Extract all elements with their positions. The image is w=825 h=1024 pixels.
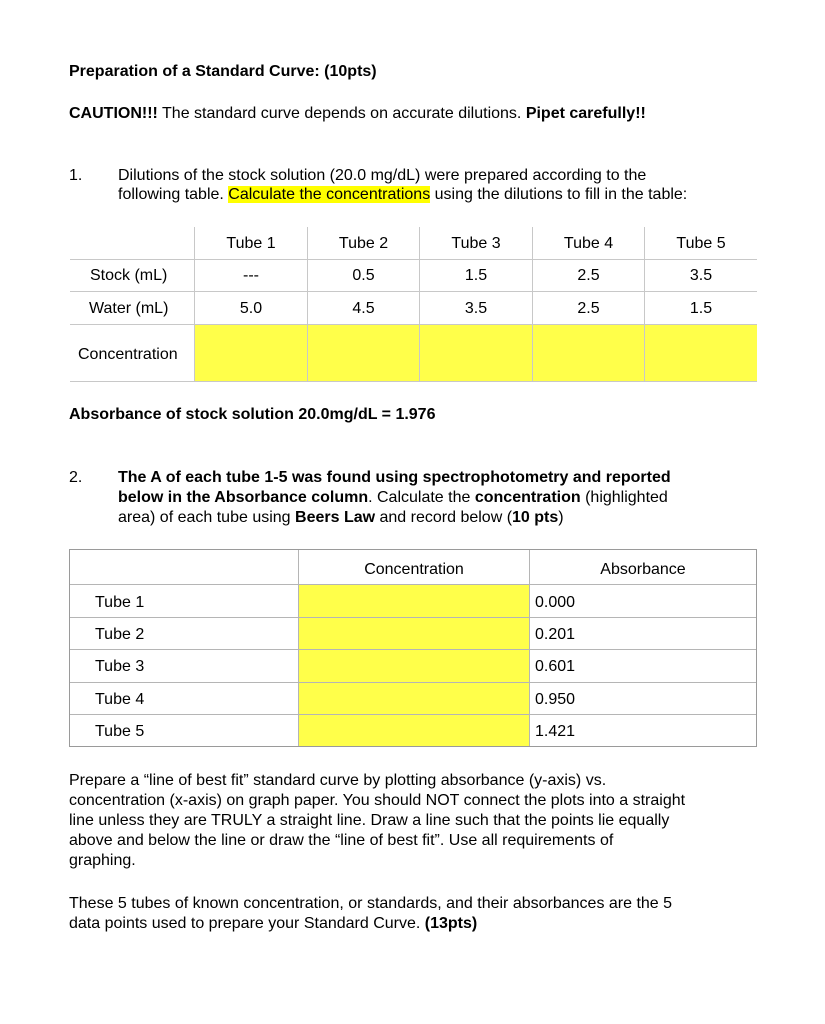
- tube-label: Tube 4: [95, 691, 145, 708]
- table-rule: [70, 381, 757, 382]
- para1-line: Prepare a “line of best fit” standard curve by plotting absorbance (y-axis) vs.: [69, 772, 607, 789]
- q2-line3-mid: and record below (: [375, 509, 513, 526]
- page-title: [69, 62, 377, 82]
- table-rule: [70, 649, 756, 650]
- concentration-cell[interactable]: [645, 325, 757, 381]
- water-value: 2.5: [577, 300, 600, 317]
- para2-line2: [69, 914, 477, 934]
- row-label: Stock (mL): [90, 267, 168, 284]
- absorbance-value: 0.601: [535, 658, 576, 675]
- caution-label: CAUTION!!!: [69, 105, 158, 122]
- stock-value: 1.5: [464, 267, 488, 284]
- table-rule: [70, 617, 756, 618]
- concentration-cell[interactable]: [308, 325, 419, 381]
- column-header: Concentration: [364, 561, 464, 578]
- q2-line3: [118, 508, 564, 528]
- q1-highlight: Calculate the concentrations: [228, 186, 431, 203]
- q2-line3-bold2: 10 pts: [512, 509, 559, 526]
- absorbance-value: 0.201: [535, 626, 576, 643]
- column-header: Tube 1: [226, 235, 276, 252]
- q2-line2: [118, 488, 668, 508]
- stock-absorbance-text: Absorbance of stock solution 20.0mg/dL = 1.976: [69, 406, 436, 423]
- concentration-column-cells[interactable]: [299, 585, 529, 746]
- q1-line1: Dilutions of the stock solution (20.0 mg/dL) were prepared according to the: [118, 167, 647, 184]
- table-rule: [70, 714, 756, 715]
- caution-emphasis: Pipet carefully!!: [525, 105, 646, 122]
- tube-label: Tube 3: [95, 658, 145, 675]
- stock-absorbance: [69, 405, 435, 425]
- stock-value: 2.5: [577, 267, 600, 284]
- water-value: 3.5: [464, 300, 488, 317]
- table-rule: [70, 584, 756, 585]
- q1-line2-pre: following table.: [118, 186, 229, 203]
- q1-line2: [118, 185, 687, 205]
- absorbance-value: 0.000: [535, 594, 576, 611]
- water-value: 5.0: [239, 300, 263, 317]
- tube-label: Tube 2: [95, 626, 145, 643]
- q1-line2-post: using the dilutions to fill in the table:: [430, 186, 688, 203]
- q2-line2-bold2: concentration: [474, 489, 581, 506]
- column-header: Absorbance: [600, 561, 686, 578]
- q1-number: 1.: [69, 167, 83, 184]
- q2-line3-bold: Beers Law: [295, 509, 376, 526]
- stock-value: ---: [243, 267, 259, 284]
- table-rule: [70, 682, 756, 683]
- para2-line2-pre: data points used to prepare your Standard Curve.: [69, 915, 425, 932]
- para1-line: graphing.: [69, 852, 136, 869]
- column-header: Tube 5: [676, 235, 726, 252]
- absorbance-value: 0.950: [535, 691, 576, 708]
- caution-text: The standard curve depends on accurate dilutions.: [157, 105, 526, 122]
- q2-line3-pre: area) of each tube using: [118, 509, 296, 526]
- row-label: Water (mL): [89, 300, 169, 317]
- water-value: 4.5: [352, 300, 375, 317]
- tube-label: Tube 1: [95, 594, 145, 611]
- q2-number: 2.: [69, 469, 83, 486]
- concentration-cell[interactable]: [420, 325, 532, 381]
- stock-value: 3.5: [689, 267, 713, 284]
- para1-line: line unless they are TRULY a straight line. Draw a line such that the points lie equally: [69, 812, 670, 829]
- column-header: Tube 3: [451, 235, 501, 252]
- concentration-cell[interactable]: [533, 325, 644, 381]
- q2-line2-post: . Calculate the: [368, 489, 475, 506]
- table-rule: [70, 259, 757, 260]
- stock-value: 0.5: [352, 267, 375, 284]
- absorbance-table: [69, 549, 757, 747]
- concentration-cell[interactable]: [195, 325, 307, 381]
- q2-line1-text: The A of each tube 1-5 was found using spectrophotometry and reported: [118, 469, 671, 486]
- para2-line1: These 5 tubes of known concentration, or standards, and their absorbances are the 5: [69, 895, 673, 912]
- tube-label: Tube 5: [95, 723, 145, 740]
- absorbance-value: 1.421: [535, 723, 576, 740]
- column-header: Tube 2: [338, 235, 389, 252]
- para1-line: concentration (x-axis) on graph paper. You should NOT connect the plots into a straight: [69, 792, 686, 809]
- row-label: Concentration: [78, 346, 178, 363]
- water-value: 1.5: [689, 300, 713, 317]
- q2-line2-tail: (highlighted: [580, 489, 668, 506]
- q2-line3-end: ): [558, 509, 564, 526]
- para2-points: (13pts): [424, 915, 478, 932]
- caution-line: [69, 104, 646, 124]
- title-text: Preparation of a Standard Curve:: [69, 63, 320, 80]
- q2-line2-bold: below in the Absorbance column: [118, 489, 369, 506]
- para1-line: above and below the line or draw the “line of best fit”. Use all requirements of: [69, 832, 614, 849]
- q2-line1: [118, 468, 671, 488]
- column-header: Tube 4: [563, 235, 614, 252]
- title-points: (10pts): [324, 63, 377, 80]
- table-rule: [70, 291, 757, 292]
